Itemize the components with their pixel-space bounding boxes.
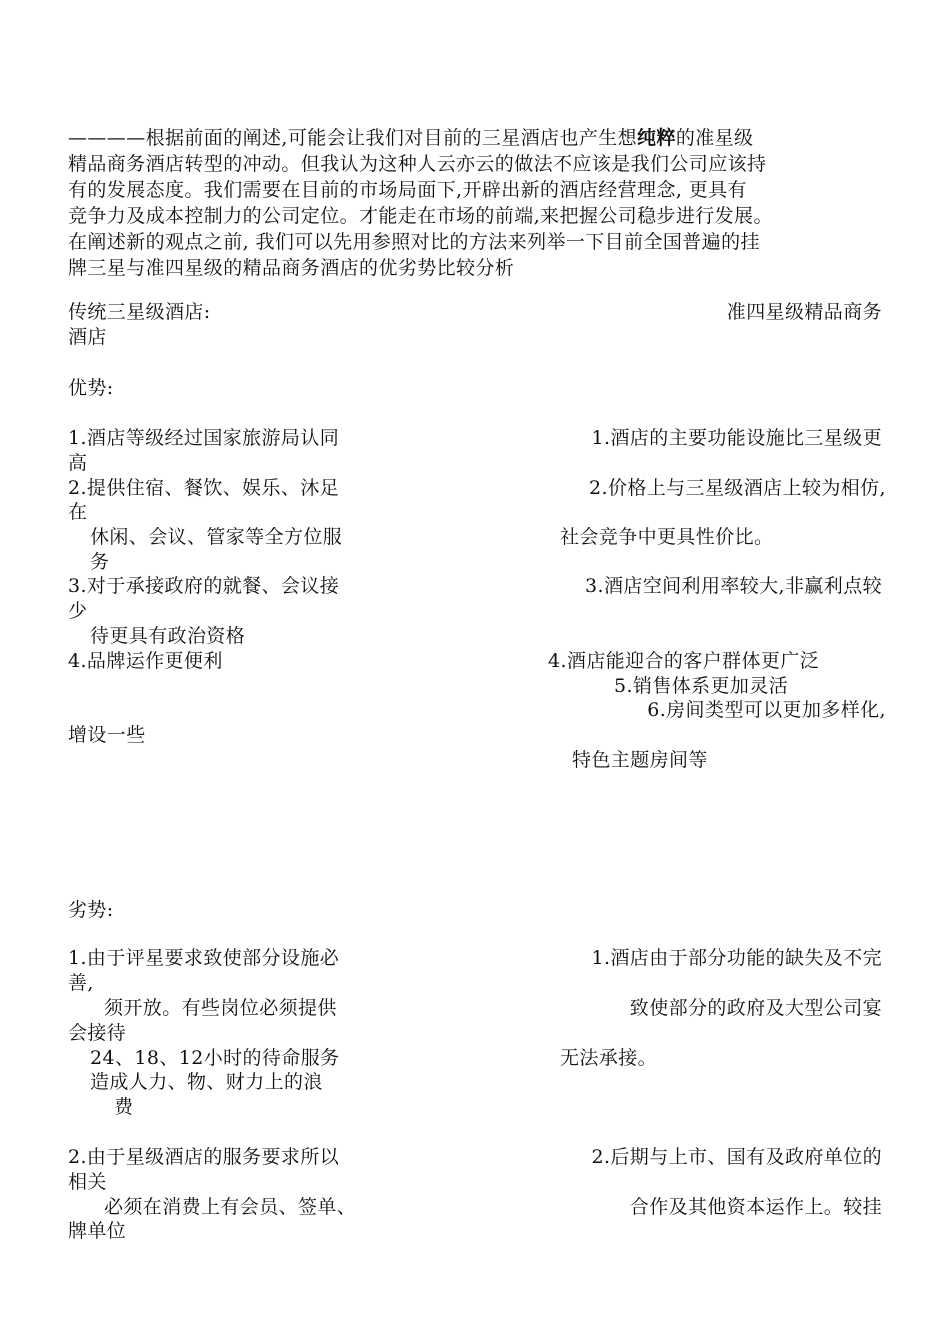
dis-left-1-hours: 24、18、12小时的待命服务: [90, 1047, 340, 1069]
intro-line-1: [68, 126, 753, 150]
dis-left-2: 2.由于星级酒店的服务要求所以: [68, 1146, 340, 1168]
dis-left-1: 1.由于评星要求致使部分设施必: [68, 947, 340, 969]
adv-right-3: 3.酒店空间利用率较大,非赢利点较: [585, 575, 882, 597]
adv-right-2: 2.价格上与三星级酒店上较为相仿,: [589, 477, 886, 499]
header-right-wrap: 酒店: [68, 326, 107, 348]
adv-left-3-cont: 待更具有政治资格: [90, 625, 246, 647]
dis-right-1-cont: 致使部分的政府及大型公司宴: [629, 997, 882, 1019]
dis-right-1: 1.酒店由于部分功能的缺失及不完: [591, 947, 882, 969]
header-left: 传统三星级酒店:: [68, 301, 211, 323]
adv-left-4: 4.品牌运作更便利: [68, 650, 223, 672]
adv-left-3-wrap: 少: [68, 600, 88, 622]
adv-right-1: 1.酒店的主要功能设施比三星级更: [591, 427, 882, 449]
dis-right-2: 2.后期与上市、国有及政府单位的: [591, 1146, 882, 1168]
adv-left-1: 1.酒店等级经过国家旅游局认同: [68, 427, 340, 449]
adv-left-wrap-end: 增设一些: [68, 724, 146, 746]
dis-left-2-cont: 必须在消费上有会员、签单、: [104, 1196, 357, 1218]
dis-right-1-end: 无法承接。: [560, 1047, 658, 1069]
adv-right-6: 6.房间类型可以更加多样化,: [647, 699, 886, 721]
adv-left-3: 3.对于承接政府的就餐、会议接: [68, 575, 340, 597]
adv-right-5: 5.销售体系更加灵活: [614, 675, 789, 697]
intro-line-5: 在阐述新的观点之前, 我们可以先用参照对比的方法来列举一下目前全国普遍的挂: [68, 231, 760, 253]
intro-line-1-end: 的准星级: [675, 127, 754, 149]
header-right: 准四星级精品商务: [726, 301, 882, 323]
adv-left-2: 2.提供住宿、餐饮、娱乐、沐足: [68, 477, 340, 499]
adv-left-2-cont: 休闲、会议、管家等全方位服: [90, 526, 343, 548]
dis-left-1-waste: 造成人力、物、财力上的浪: [90, 1071, 323, 1093]
dis-left-1-wrap: 善,: [68, 972, 94, 994]
adv-right-6-cont: 特色主题房间等: [572, 749, 708, 771]
intro-line-3: 有的发展态度。我们需要在目前的市场局面下,开辟出新的酒店经营理念, 更具有: [68, 179, 747, 201]
intro-line-6: 牌三星与准四星级的精品商务酒店的优劣势比较分析: [68, 257, 515, 279]
dis-left-1-cont: 须开放。有些岗位必须提供: [104, 997, 337, 1019]
adv-right-4: 4.酒店能迎合的客户群体更广泛: [548, 650, 820, 672]
intro-bold-word: 纯粹: [637, 127, 676, 149]
dis-left-2-wrap: 相关: [68, 1171, 107, 1193]
intro-line-1-start: ————根据前面的阐述,可能会让我们对目前的三星酒店也产生想: [68, 127, 638, 149]
dis-right-2-cont: 合作及其他资本运作上。较挂: [629, 1196, 882, 1218]
disadvantages-title: 劣势:: [68, 899, 114, 921]
adv-left-1-wrap: 高: [68, 452, 88, 474]
intro-line-2: 精品商务酒店转型的冲动。但我认为这种人云亦云的做法不应该是我们公司应该持: [68, 153, 767, 175]
adv-left-2-cont-wrap: 务: [90, 551, 110, 573]
dis-left-2-cont-wrap: 牌单位: [68, 1220, 127, 1242]
intro-line-4: 竞争力及成本控制力的公司定位。才能走在市场的前端,来把握公司稳步进行发展。: [68, 205, 773, 227]
dis-left-1-waste-wrap: 费: [114, 1096, 134, 1118]
adv-right-2-cont: 社会竞争中更具性价比。: [560, 526, 774, 548]
adv-left-2-wrap: 在: [68, 501, 88, 523]
advantages-title: 优势:: [68, 377, 114, 399]
dis-left-1-cont-wrap: 会接待: [68, 1022, 127, 1044]
